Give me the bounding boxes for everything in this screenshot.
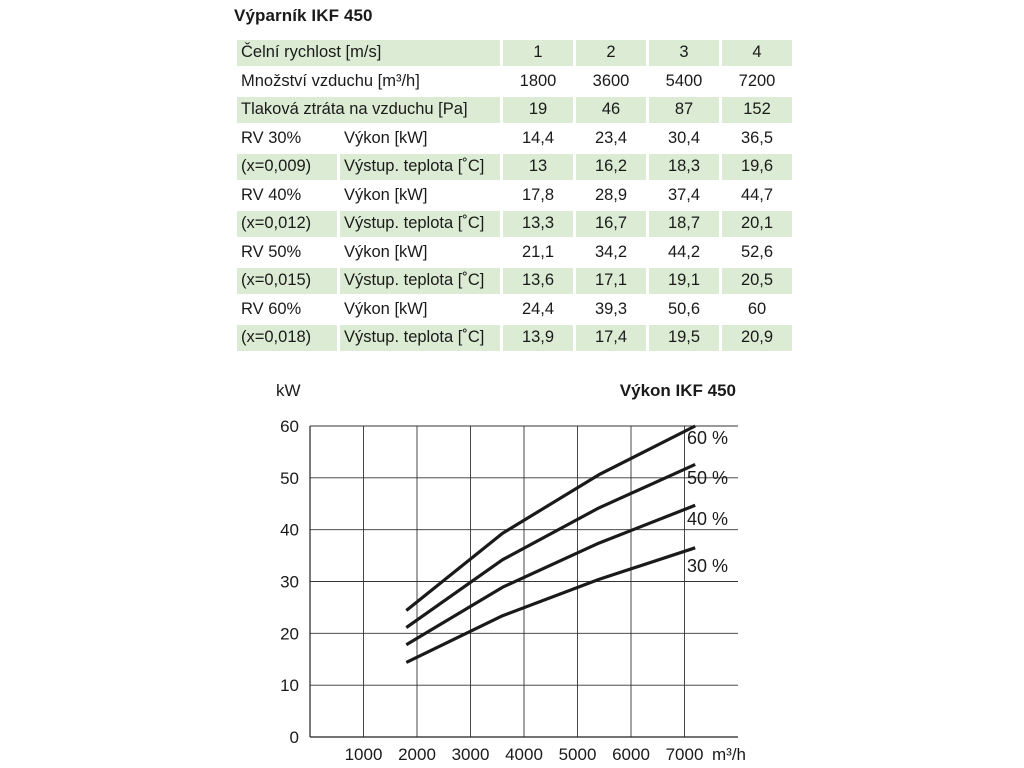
series-label: 40 % [687,509,729,529]
row-label: Tlaková ztráta na vzduchu [Pa] [237,97,500,123]
table-cell: 4 [722,40,792,66]
x-tick-label: 4000 [505,745,543,764]
y-axis-label: kW [276,381,301,400]
table-cell: 21,1 [521,242,555,261]
table-cell: 19,6 [722,154,792,180]
table-cell: 14,4 [521,128,555,147]
table-cell: 30,4 [667,128,701,147]
table-cell: 20,1 [722,211,792,237]
table-cell: 5400 [665,71,703,90]
series-label: 60 % [687,428,729,448]
row-condition-label: RV 50% [241,242,302,261]
table-cell: 20,9 [722,325,792,351]
row-quantity-label: Výkon [kW] [344,299,428,318]
row-condition-label: (x=0,012) [237,211,337,237]
series-label: 50 % [687,468,729,488]
y-tick-label: 30 [280,572,299,592]
table-cell: 13 [503,154,573,180]
series-label: 30 % [687,556,729,576]
x-tick-label: 3000 [451,745,490,764]
row-quantity-label: Výkon [kW] [344,242,428,261]
table-cell: 7200 [738,71,776,90]
table-cell: 13,9 [503,325,573,351]
table-title: Výparník IKF 450 [234,6,373,25]
table-cell: 19,1 [649,268,719,294]
y-tick-label: 20 [280,624,299,644]
table-cell: 50,6 [667,299,701,318]
y-tick-label: 50 [280,468,299,488]
row-quantity-label: Výkon [kW] [344,128,428,147]
series-line [406,426,695,611]
table-cell: 3 [649,40,719,66]
table-cell: 28,9 [594,185,628,204]
row-quantity-label: Výstup. teplota [˚C] [340,154,500,180]
y-tick-label: 60 [280,417,299,436]
y-tick-label: 10 [280,676,299,696]
table-cell: 17,4 [576,325,646,351]
table-cell: 152 [722,97,792,123]
row-condition-label: RV 40% [241,185,302,204]
row-quantity-label: Výstup. teplota [˚C] [340,325,500,351]
table-cell: 52,6 [740,242,774,261]
table-cell: 16,7 [576,211,646,237]
table-cell: 39,3 [594,299,628,318]
x-tick-label: 7000 [665,745,704,764]
chart-title: Výkon IKF 450 [619,381,736,400]
table-cell: 44,7 [740,185,774,204]
table-cell: 18,7 [649,211,719,237]
row-condition-label: (x=0,009) [237,154,337,180]
table-cell: 17,8 [521,185,555,204]
table-cell: 24,4 [521,299,555,318]
table-cell: 1800 [519,71,557,90]
table-cell: 46 [576,97,646,123]
table-cell: 13,3 [503,211,573,237]
x-axis-label: m³/h [712,745,746,764]
table-cell: 1 [503,40,573,66]
x-tick-label: 2000 [398,745,436,764]
row-condition-label: (x=0,018) [237,325,337,351]
table-cell: 16,2 [576,154,646,180]
table-cell: 2 [576,40,646,66]
row-condition-label: RV 30% [241,128,302,147]
table-cell: 17,1 [576,268,646,294]
table-cell: 19,5 [649,325,719,351]
row-label: Množství vzduchu [m³/h] [241,71,420,90]
y-tick-label: 0 [289,728,299,747]
table-cell: 3600 [592,71,630,90]
row-condition-label: (x=0,015) [237,268,337,294]
table-cell: 37,4 [667,185,701,204]
table-cell: 44,2 [667,242,701,261]
row-label: Čelní rychlost [m/s] [237,40,500,66]
table-cell: 60 [747,299,767,318]
x-tick-label: 1000 [344,745,383,764]
table-cell: 19 [503,97,573,123]
x-tick-label: 6000 [612,745,650,764]
x-tick-label: 5000 [558,745,597,764]
row-quantity-label: Výkon [kW] [344,185,428,204]
row-quantity-label: Výstup. teplota [˚C] [340,268,500,294]
table-cell: 23,4 [594,128,628,147]
table-cell: 36,5 [740,128,774,147]
series-line [406,464,695,627]
row-quantity-label: Výstup. teplota [˚C] [340,211,500,237]
table-cell: 34,2 [594,242,628,261]
y-tick-label: 40 [280,520,299,540]
table-cell: 87 [649,97,719,123]
table-cell: 20,5 [722,268,792,294]
table-cell: 13,6 [503,268,573,294]
table-cell: 18,3 [649,154,719,180]
row-condition-label: RV 60% [241,299,302,318]
